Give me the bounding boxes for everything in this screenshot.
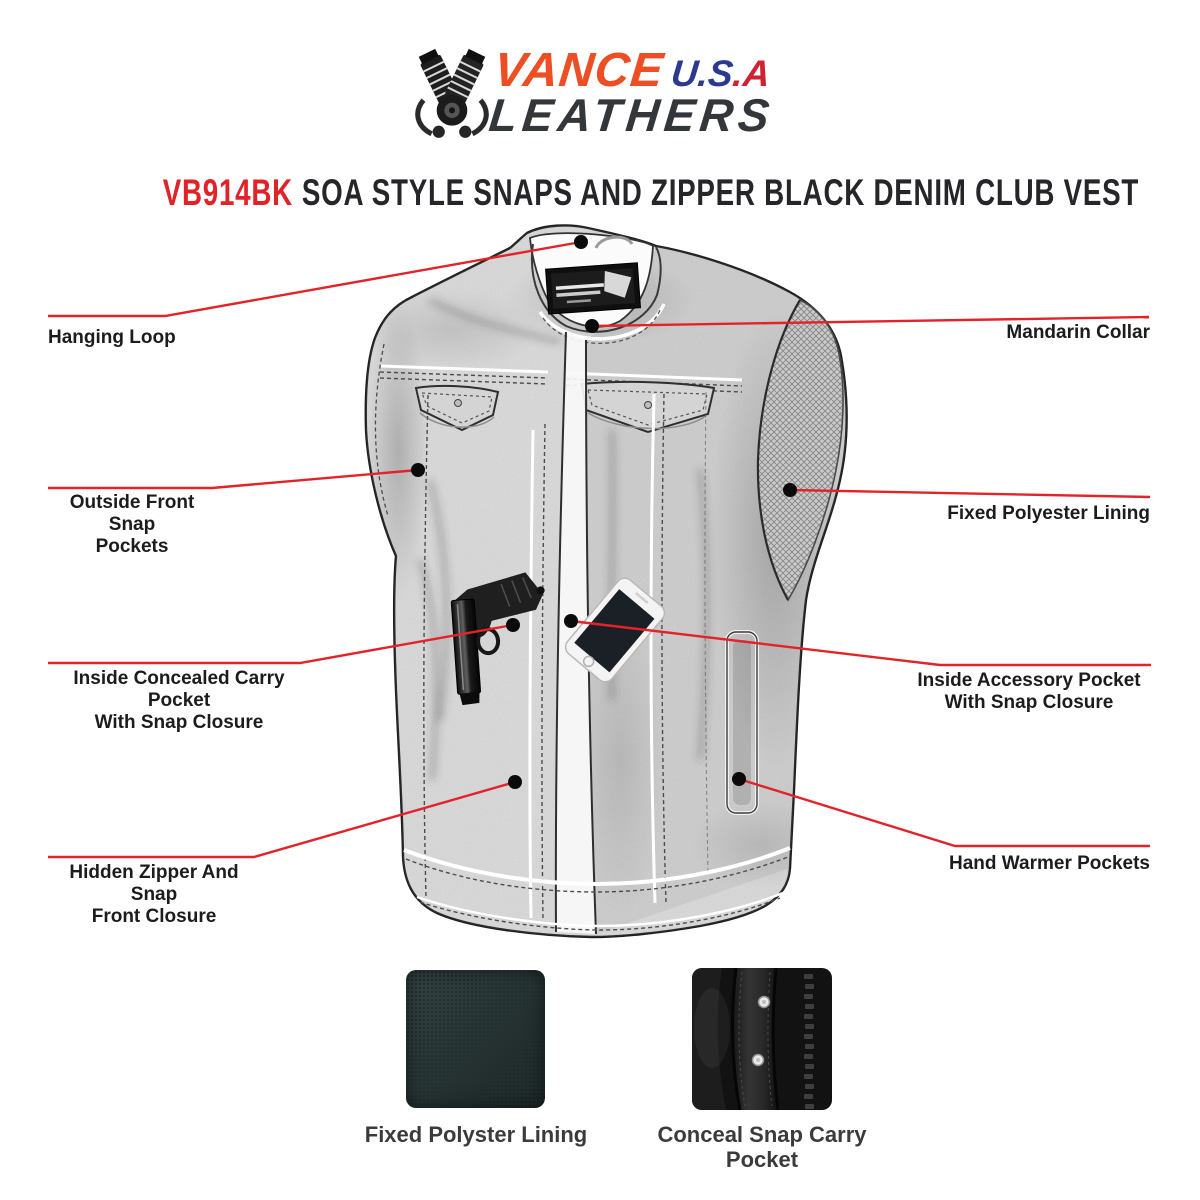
callout-line-hand-warmer-pockets — [739, 779, 1150, 846]
brand-usa-red: .A — [730, 53, 773, 94]
footer-caption-conceal-pocket: Conceal Snap Carry Pocket — [657, 1122, 867, 1172]
callout-dot-hanging-loop — [574, 235, 588, 249]
polyester-lining-swatch — [406, 970, 545, 1108]
callout-dot-mandarin-collar — [585, 319, 599, 333]
callout-dot-inside-concealed-carry-pocket — [506, 618, 520, 632]
callout-label-mandarin-collar: Mandarin Collar — [1006, 322, 1150, 343]
conceal-snap-carry-pocket-photo — [692, 968, 832, 1110]
footer-caption-lining: Fixed Polyster Lining — [364, 1122, 588, 1147]
collar-label-patch — [546, 263, 641, 314]
callout-dot-hand-warmer-pockets — [732, 772, 746, 786]
callout-label-fixed-polyester-lining: Fixed Polyester Lining — [947, 503, 1150, 524]
callout-line-outside-front-snap-pockets — [48, 470, 418, 488]
brand-name-vance: VANCE — [491, 44, 667, 97]
callout-dot-hidden-zipper-front-closure — [508, 775, 522, 789]
brand-usa-blue: U.S — [669, 53, 736, 94]
callout-label-hand-warmer-pockets: Hand Warmer Pockets — [949, 853, 1150, 874]
callout-label-hanging-loop: Hanging Loop — [48, 327, 176, 348]
product-sku: VB914BK — [162, 172, 293, 213]
callout-label-inside-accessory-pocket: Inside Accessory Pocket With Snap Closure — [917, 670, 1141, 713]
callout-dot-outside-front-snap-pockets — [411, 463, 425, 477]
callout-dot-inside-accessory-pocket — [564, 614, 578, 628]
product-title-text: SOA STYLE SNAPS AND ZIPPER BLACK DENIM CLUB VEST — [301, 172, 1140, 213]
callout-label-outside-front-snap-pockets: Outside Front Snap Pockets — [69, 492, 195, 557]
callout-label-hidden-zipper-front-closure: Hidden Zipper And Snap Front Closure — [69, 862, 239, 927]
brand-name-leathers: LEATHERS — [486, 89, 777, 141]
callout-dot-fixed-polyester-lining — [783, 483, 797, 497]
callout-line-fixed-polyester-lining — [790, 490, 1150, 497]
callout-label-inside-concealed-carry-pocket: Inside Concealed Carry Pocket With Snap Closure — [73, 668, 285, 733]
